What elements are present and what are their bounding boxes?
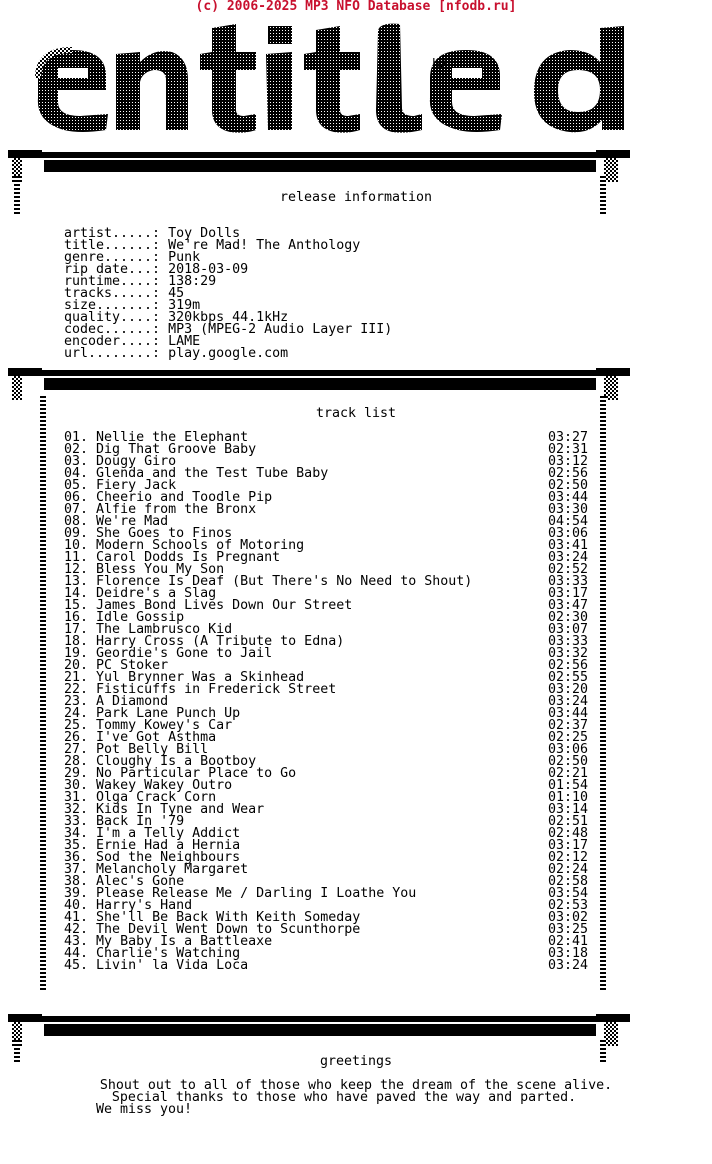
track-number: 35. [64, 838, 89, 853]
release-info-label: tracks.....: [64, 286, 161, 301]
release-info-title: release information [279, 190, 433, 205]
track-duration: 03:14 [547, 802, 588, 817]
track-title: Please Release Me / Darling I Loathe You [96, 886, 417, 901]
release-info-label: encoder....: [64, 334, 161, 349]
greeting-line-2: Special thanks to those who have paved the way and parted. [111, 1090, 577, 1105]
track-title: Harry Cross (A Tribute to Edna) [96, 634, 345, 649]
release-info-label: codec......: [64, 322, 161, 337]
track-number: 37. [64, 862, 89, 877]
track-title: Alfie from the Bronx [96, 502, 257, 517]
track-duration: 03:06 [547, 526, 588, 541]
track-title: Olga Crack Corn [96, 790, 217, 805]
track-duration: 02:41 [547, 934, 588, 949]
track-title: James Bond Lives Down Our Street [96, 598, 353, 613]
track-duration: 02:30 [547, 610, 588, 625]
track-duration: 02:56 [547, 466, 588, 481]
logo [30, 18, 630, 143]
track-number: 31. [64, 790, 89, 805]
release-info-row [64, 348, 392, 360]
track-number: 20. [64, 658, 89, 673]
track-number: 08. [64, 514, 89, 529]
logo-art [30, 18, 630, 143]
track-title: Dig That Groove Baby [96, 442, 257, 457]
track-duration: 03:25 [547, 922, 588, 937]
track-duration: 02:50 [547, 478, 588, 493]
track-duration: 02:50 [547, 754, 588, 769]
track-number: 32. [64, 802, 89, 817]
section-divider-tracks [8, 366, 630, 400]
track-number: 36. [64, 850, 89, 865]
track-title: Back In '79 [96, 814, 185, 829]
track-number: 14. [64, 586, 89, 601]
track-title: A Diamond [96, 694, 169, 709]
track-number: 40. [64, 898, 89, 913]
track-number: 09. [64, 526, 89, 541]
track-duration: 02:31 [547, 442, 588, 457]
track-number: 28. [64, 754, 89, 769]
track-title: Wakey Wakey Outro [96, 778, 233, 793]
track-duration: 02:53 [547, 898, 588, 913]
track-title: Geordie's Gone to Jail [96, 646, 273, 661]
section-divider-top [8, 148, 630, 182]
release-info-label: genre......: [64, 250, 161, 265]
release-info-value: 319m [168, 298, 201, 313]
track-title: Dougy Giro [96, 454, 177, 469]
track-number: 43. [64, 934, 89, 949]
release-info-value: Punk [168, 250, 201, 265]
release-info-value: 2018-03-09 [168, 262, 249, 277]
release-info-label: rip date...: [64, 262, 161, 277]
track-number: 34. [64, 826, 89, 841]
track-duration: 03:12 [547, 454, 588, 469]
track-duration: 02:48 [547, 826, 588, 841]
track-duration: 03:44 [547, 706, 588, 721]
frame-right-2 [600, 396, 606, 992]
track-title: The Lambrusco Kid [96, 622, 233, 637]
release-info-label: title......: [64, 238, 161, 253]
track-title: Alec's Gone [96, 874, 185, 889]
release-info-value: 138:29 [168, 274, 217, 289]
track-duration: 01:10 [547, 790, 588, 805]
track-number: 39. [64, 886, 89, 901]
track-title: Carol Dodds Is Pregnant [96, 550, 281, 565]
track-number: 25. [64, 718, 89, 733]
section-divider-greetings [8, 1012, 630, 1046]
track-duration: 01:54 [547, 778, 588, 793]
track-number: 07. [64, 502, 89, 517]
release-info-value: 45 [168, 286, 185, 301]
track-duration: 03:30 [547, 502, 588, 517]
track-number: 45. [64, 958, 89, 973]
greeting-line-1: Shout out to all of those who keep the dream of the scene alive. [99, 1078, 613, 1093]
track-duration: 02:58 [547, 874, 588, 889]
track-title: Nellie the Elephant [96, 430, 249, 445]
track-duration: 03:24 [547, 958, 588, 973]
track-duration: 03:02 [547, 910, 588, 925]
track-title: Tommy Kowey's Car [96, 718, 233, 733]
track-number: 12. [64, 562, 89, 577]
track-title: The Devil Went Down to Scunthorpe [96, 922, 361, 937]
logo-letter-e1 [38, 50, 108, 132]
track-number: 05. [64, 478, 89, 493]
track-title: Modern Schools of Motoring [96, 538, 305, 553]
logo-letter-d [534, 26, 624, 132]
track-number: 24. [64, 706, 89, 721]
track-duration: 03:24 [547, 694, 588, 709]
track-number: 21. [64, 670, 89, 685]
track-title: Fiery Jack [96, 478, 177, 493]
release-info-label: quality....: [64, 310, 161, 325]
track-number: 30. [64, 778, 89, 793]
frame-left-2 [40, 396, 46, 992]
track-title: Cheerio and Toodle Pip [96, 490, 273, 505]
track-number: 27. [64, 742, 89, 757]
track-duration: 02:37 [547, 718, 588, 733]
track-number: 42. [64, 922, 89, 937]
release-info-value: We're Mad! The Anthology [168, 238, 361, 253]
track-number: 13. [64, 574, 89, 589]
track-title: Bless You My Son [96, 562, 225, 577]
track-title: Livin' la Vida Loca [96, 958, 249, 973]
track-title: Pot Belly Bill [96, 742, 209, 757]
track-duration: 03:20 [547, 682, 588, 697]
track-title: Florence Is Deaf (But There's No Need to Shout) [96, 574, 473, 589]
track-duration: 03:27 [547, 430, 588, 445]
track-number: 38. [64, 874, 89, 889]
track-title: Cloughy Is a Bootboy [96, 754, 257, 769]
track-duration: 03:33 [547, 634, 588, 649]
track-row [64, 960, 588, 972]
logo-letter-l [376, 24, 422, 133]
track-duration: 03:32 [547, 646, 588, 661]
track-duration: 02:21 [547, 766, 588, 781]
track-title: She'll Be Back With Keith Someday [96, 910, 361, 925]
track-number: 19. [64, 646, 89, 661]
track-duration: 04:54 [547, 514, 588, 529]
track-title: Glenda and the Test Tube Baby [96, 466, 329, 481]
track-number: 06. [64, 490, 89, 505]
track-duration: 03:47 [547, 598, 588, 613]
logo-letter-n [116, 51, 188, 130]
track-number: 04. [64, 466, 89, 481]
release-info-value: play.google.com [168, 346, 289, 361]
track-duration: 03:44 [547, 490, 588, 505]
track-duration: 03:17 [547, 838, 588, 853]
track-number: 15. [64, 598, 89, 613]
track-duration: 03:18 [547, 946, 588, 961]
track-number: 22. [64, 682, 89, 697]
release-info [64, 228, 392, 360]
track-title: We're Mad [96, 514, 169, 529]
release-info-label: url........: [64, 346, 161, 361]
track-title: PC Stoker [96, 658, 169, 673]
track-title: Idle Gossip [96, 610, 185, 625]
track-number: 02. [64, 442, 89, 457]
track-duration: 03:07 [547, 622, 588, 637]
track-number: 18. [64, 634, 89, 649]
track-title: Melancholy Margaret [96, 862, 249, 877]
track-duration: 02:25 [547, 730, 588, 745]
track-title: My Baby Is a Battleaxe [96, 934, 273, 949]
track-duration: 03:24 [547, 550, 588, 565]
track-duration: 03:41 [547, 538, 588, 553]
track-number: 10. [64, 538, 89, 553]
logo-tag: hX! [432, 57, 456, 72]
release-info-value: 320kbps 44.1kHz [168, 310, 289, 325]
track-title: Kids In Tyne and Wear [96, 802, 265, 817]
copyright-banner: (c) 2006-2025 MP3 NFO Database [nfodb.ru] [195, 0, 517, 14]
track-title: Park Lane Punch Up [96, 706, 241, 721]
track-duration: 02:55 [547, 670, 588, 685]
track-title: She Goes to Finos [96, 526, 233, 541]
track-number: 44. [64, 946, 89, 961]
track-duration: 02:56 [547, 658, 588, 673]
track-duration: 02:51 [547, 814, 588, 829]
track-duration: 02:24 [547, 862, 588, 877]
track-number: 29. [64, 766, 89, 781]
track-list [64, 432, 588, 972]
track-title: Yul Brynner Was a Skinhead [96, 670, 305, 685]
track-title: Deidre's a Slag [96, 586, 217, 601]
release-info-value: LAME [168, 334, 201, 349]
track-title: Harry's Hand [96, 898, 193, 913]
greeting-line-3: We miss you! [95, 1102, 193, 1117]
release-info-label: runtime....: [64, 274, 161, 289]
track-number: 03. [64, 454, 89, 469]
track-title: Charlie's Watching [96, 946, 241, 961]
track-duration: 03:06 [547, 742, 588, 757]
track-duration: 03:17 [547, 586, 588, 601]
track-duration: 03:54 [547, 886, 588, 901]
track-number: 23. [64, 694, 89, 709]
track-title: I've Got Asthma [96, 730, 217, 745]
track-number: 26. [64, 730, 89, 745]
track-number: 41. [64, 910, 89, 925]
track-number: 33. [64, 814, 89, 829]
track-number: 16. [64, 610, 89, 625]
track-title: Ernie Had a Hernia [96, 838, 241, 853]
track-title: Sod the Neighbours [96, 850, 241, 865]
logo-letter-t2 [304, 26, 360, 133]
track-list-title: track list [315, 406, 397, 421]
release-info-label: size.......: [64, 298, 161, 313]
track-number: 01. [64, 430, 89, 445]
track-number: 11. [64, 550, 89, 565]
track-duration: 02:12 [547, 850, 588, 865]
greetings-title: greetings [319, 1054, 393, 1069]
track-title: Fisticuffs in Frederick Street [96, 682, 337, 697]
track-title: I'm a Telly Addict [96, 826, 241, 841]
track-duration: 03:33 [547, 574, 588, 589]
track-title: No Particular Place to Go [96, 766, 297, 781]
track-number: 17. [64, 622, 89, 637]
track-duration: 02:52 [547, 562, 588, 577]
release-info-value: MP3 (MPEG-2 Audio Layer III) [168, 322, 393, 337]
logo-letter-i [266, 26, 292, 130]
release-info-value: Toy Dolls [168, 226, 241, 241]
logo-letter-t1 [200, 24, 256, 133]
release-info-label: artist.....: [64, 226, 161, 241]
